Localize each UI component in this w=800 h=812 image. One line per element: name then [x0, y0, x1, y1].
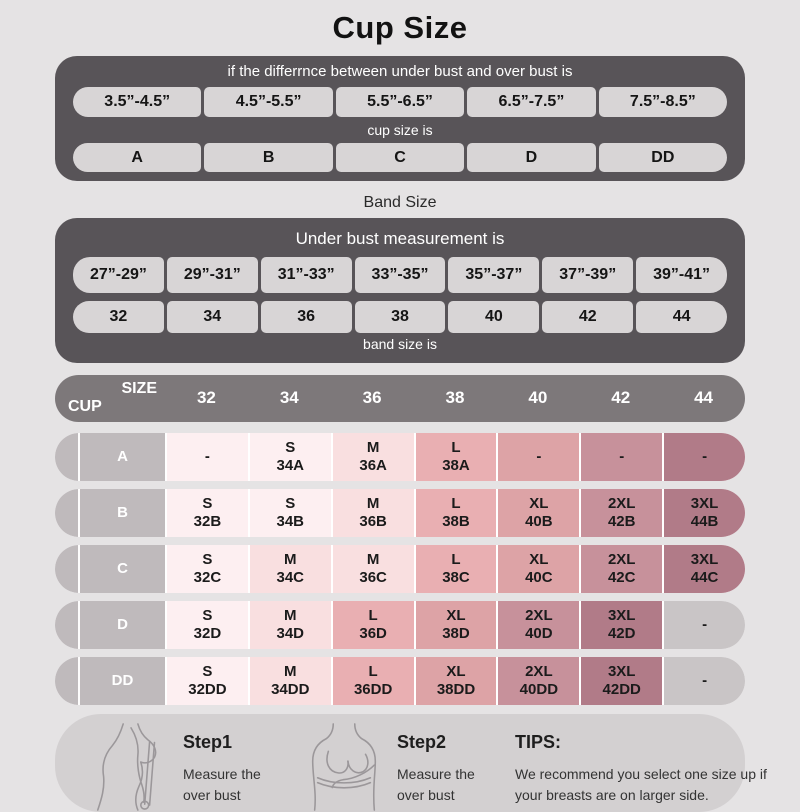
tips-block	[515, 732, 783, 808]
size-cell-40C	[498, 545, 579, 593]
size-letter: S	[202, 606, 213, 624]
band-range-cell: 35”-37”	[448, 257, 539, 293]
column-header-36: 36	[362, 388, 382, 408]
cup-difference-row	[73, 87, 727, 117]
band-size-cell: 34	[167, 301, 258, 333]
size-cell-32C	[167, 545, 248, 593]
size-letter: 3XL	[690, 494, 719, 512]
size-cell-36DD	[333, 657, 414, 705]
size-cell-44B	[664, 489, 745, 537]
cup-row-label: A	[117, 448, 128, 466]
cup-range-cell: 6.5”-7.5”	[467, 87, 595, 117]
size-cell-34DD	[250, 657, 331, 705]
size-code: 34DD	[271, 680, 310, 698]
size-letter: 2XL	[607, 494, 636, 512]
step2-block	[397, 732, 491, 808]
size-dash: -	[204, 447, 210, 465]
size-code: 32DD	[188, 680, 227, 698]
size-code: 32C	[193, 568, 222, 586]
cup-range-cell: 7.5”-8.5”	[599, 87, 727, 117]
size-code: 36C	[359, 568, 387, 586]
table-row-cup-B	[55, 489, 745, 537]
size-cell-empty	[581, 433, 662, 481]
band-size-cell: 42	[542, 301, 633, 333]
size-code: 36B	[359, 512, 387, 530]
cup-range-cell: 3.5”-4.5”	[73, 87, 201, 117]
size-letter: XL	[529, 494, 549, 512]
size-letter: L	[451, 550, 461, 568]
column-header-40: 40	[528, 388, 548, 408]
size-dash: -	[619, 447, 625, 465]
size-cell-38A	[416, 433, 497, 481]
column-header-34: 34	[279, 388, 299, 408]
matrix-body	[55, 433, 745, 705]
size-cell-empty	[167, 433, 248, 481]
band-size-cell: 32	[73, 301, 164, 333]
size-code: 40D	[525, 624, 553, 642]
size-letter: 3XL	[607, 662, 636, 680]
size-cell-40DD	[498, 657, 579, 705]
column-header-38: 38	[445, 388, 465, 408]
row-header-strip	[55, 601, 80, 649]
size-cell-34A	[250, 433, 331, 481]
footer-panel	[55, 714, 767, 812]
size-code: 38DD	[436, 680, 476, 698]
cup-letter-cell: C	[336, 143, 464, 172]
size-cell-42B	[581, 489, 662, 537]
band-size-cell: 44	[636, 301, 727, 333]
cup-row-label: D	[117, 616, 128, 634]
row-header-cup-C	[55, 545, 165, 593]
size-letter: S	[285, 438, 296, 456]
size-cell-empty	[664, 657, 745, 705]
cup-size-panel	[55, 56, 745, 181]
size-letter: 2XL	[607, 550, 636, 568]
size-cell-38B	[416, 489, 497, 537]
size-cell-36B	[333, 489, 414, 537]
column-header-42: 42	[611, 388, 631, 408]
row-header-cup-A	[55, 433, 165, 481]
size-cell-44C	[664, 545, 745, 593]
size-code: 34B	[276, 512, 305, 530]
band-range-cell: 29”-31”	[167, 257, 258, 293]
band-range-cell: 31”-33”	[261, 257, 352, 293]
step1-text: Measure the over bust	[183, 765, 261, 803]
size-cell-42C	[581, 545, 662, 593]
cup-row-label: C	[117, 560, 128, 578]
size-code: 40DD	[519, 680, 559, 698]
size-code: 34C	[276, 568, 305, 586]
row-header-strip	[55, 433, 80, 481]
size-cell-empty	[664, 601, 745, 649]
step2-label: Step2	[397, 731, 447, 752]
measuring-figure-front-icon	[303, 722, 385, 812]
size-code: 42C	[607, 568, 636, 586]
page-title: Cup Size	[332, 10, 468, 45]
band-range-cell: 37”-39”	[542, 257, 633, 293]
size-dash: -	[702, 615, 708, 633]
band-size-panel	[55, 218, 745, 363]
step1-illustration	[93, 722, 171, 808]
size-cell-32D	[167, 601, 248, 649]
size-code: 44B	[690, 512, 719, 530]
size-code: 36A	[359, 456, 387, 474]
cup-letters-row	[73, 143, 727, 172]
size-letter: M	[284, 662, 297, 680]
table-row-cup-A	[55, 433, 745, 481]
size-cell-empty	[664, 433, 745, 481]
size-code: 34D	[276, 624, 305, 642]
size-letter: M	[366, 438, 380, 456]
cup-difference-caption: if the differrnce between under bust and over bust is	[227, 63, 573, 80]
step1-block	[183, 732, 277, 808]
size-code: 36DD	[353, 680, 393, 698]
band-range-cell: 39”-41”	[636, 257, 727, 293]
size-cell-40D	[498, 601, 579, 649]
size-cell-empty	[498, 433, 579, 481]
row-header-strip	[55, 489, 80, 537]
band-size-cell: 38	[355, 301, 446, 333]
size-code: 38B	[442, 512, 470, 530]
size-letter: M	[284, 550, 297, 568]
cup-row-label: DD	[111, 672, 134, 690]
cup-range-cell: 5.5”-6.5”	[336, 87, 464, 117]
row-header-strip	[55, 545, 80, 593]
band-size-cell: 36	[261, 301, 352, 333]
tips-text: We recommend you select one size up if your breasts are on larger side.	[515, 765, 767, 803]
table-row-cup-D	[55, 601, 745, 649]
band-size-is-caption: band size is	[363, 336, 437, 353]
size-letter: S	[202, 550, 213, 568]
size-cell-34C	[250, 545, 331, 593]
cup-letter-cell: DD	[599, 143, 727, 172]
size-code: 38C	[442, 568, 470, 586]
band-range-cell: 33”-35”	[355, 257, 446, 293]
row-header-cup-B	[55, 489, 165, 537]
size-cell-32DD	[167, 657, 248, 705]
tips-label: TIPS:	[515, 731, 562, 752]
cup-row-label: B	[117, 504, 128, 522]
step2-text: Measure the over bust	[397, 765, 475, 803]
size-cell-40B	[498, 489, 579, 537]
size-cell-32B	[167, 489, 248, 537]
table-row-cup-C	[55, 545, 745, 593]
size-letter: XL	[446, 606, 466, 624]
size-letter: 2XL	[525, 662, 553, 680]
corner-cup-label: CUP	[68, 398, 102, 416]
size-cell-36D	[333, 601, 414, 649]
size-letter: 3XL	[607, 606, 636, 624]
cup-range-cell: 4.5”-5.5”	[204, 87, 332, 117]
size-code: 42DD	[602, 680, 641, 698]
size-dash: -	[536, 447, 542, 465]
size-letter: 3XL	[690, 550, 719, 568]
column-header-32: 32	[196, 388, 216, 408]
band-ranges-row	[73, 257, 727, 293]
size-code: 40B	[525, 512, 553, 530]
size-code: 38D	[442, 624, 470, 642]
table-row-cup-DD	[55, 657, 745, 705]
step2-illustration	[303, 722, 385, 808]
size-cell-42D	[581, 601, 662, 649]
size-cell-36C	[333, 545, 414, 593]
size-letter: L	[368, 662, 378, 680]
size-code: 34A	[276, 456, 305, 474]
under-bust-caption: Under bust measurement is	[295, 229, 505, 249]
size-dash: -	[702, 671, 708, 689]
size-cell-34D	[250, 601, 331, 649]
band-sizes-row	[73, 301, 727, 333]
size-letter: S	[285, 494, 296, 512]
size-cell-38C	[416, 545, 497, 593]
row-header-cup-DD	[55, 657, 165, 705]
size-code: 36D	[359, 624, 387, 642]
size-letter: L	[368, 606, 378, 624]
size-code: 42B	[607, 512, 636, 530]
band-size-title: Band Size	[363, 194, 437, 212]
size-cell-42DD	[581, 657, 662, 705]
size-letter: S	[202, 494, 213, 512]
size-code: 44C	[690, 568, 719, 586]
matrix-header-row	[55, 375, 745, 422]
size-letter: XL	[529, 550, 549, 568]
size-cell-38D	[416, 601, 497, 649]
matrix-corner-cell	[55, 375, 165, 422]
cup-letter-cell: D	[467, 143, 595, 172]
size-code: 32B	[193, 512, 222, 530]
size-code: 40C	[525, 568, 553, 586]
size-code: 32D	[193, 624, 222, 642]
size-letter: S	[202, 662, 213, 680]
band-size-cell: 40	[448, 301, 539, 333]
size-dash: -	[702, 447, 708, 465]
column-header-44: 44	[694, 388, 714, 408]
size-cell-38DD	[416, 657, 497, 705]
size-letter: L	[451, 438, 461, 456]
step1-label: Step1	[183, 731, 233, 752]
size-letter: M	[284, 606, 297, 624]
measuring-figure-side-icon	[93, 722, 171, 812]
size-letter: M	[366, 494, 380, 512]
size-letter: L	[451, 494, 461, 512]
size-cell-36A	[333, 433, 414, 481]
size-code: 38A	[442, 456, 470, 474]
corner-size-label: SIZE	[121, 380, 157, 398]
row-header-cup-D	[55, 601, 165, 649]
size-cell-34B	[250, 489, 331, 537]
size-letter: XL	[446, 662, 466, 680]
row-header-strip	[55, 657, 80, 705]
cup-letter-cell: A	[73, 143, 201, 172]
size-code: 42D	[607, 624, 636, 642]
band-range-cell: 27”-29”	[73, 257, 164, 293]
cup-letter-cell: B	[204, 143, 332, 172]
size-matrix-table	[55, 375, 745, 705]
size-letter: 2XL	[525, 606, 553, 624]
size-letter: M	[366, 550, 380, 568]
cup-size-is-caption: cup size is	[367, 122, 433, 139]
